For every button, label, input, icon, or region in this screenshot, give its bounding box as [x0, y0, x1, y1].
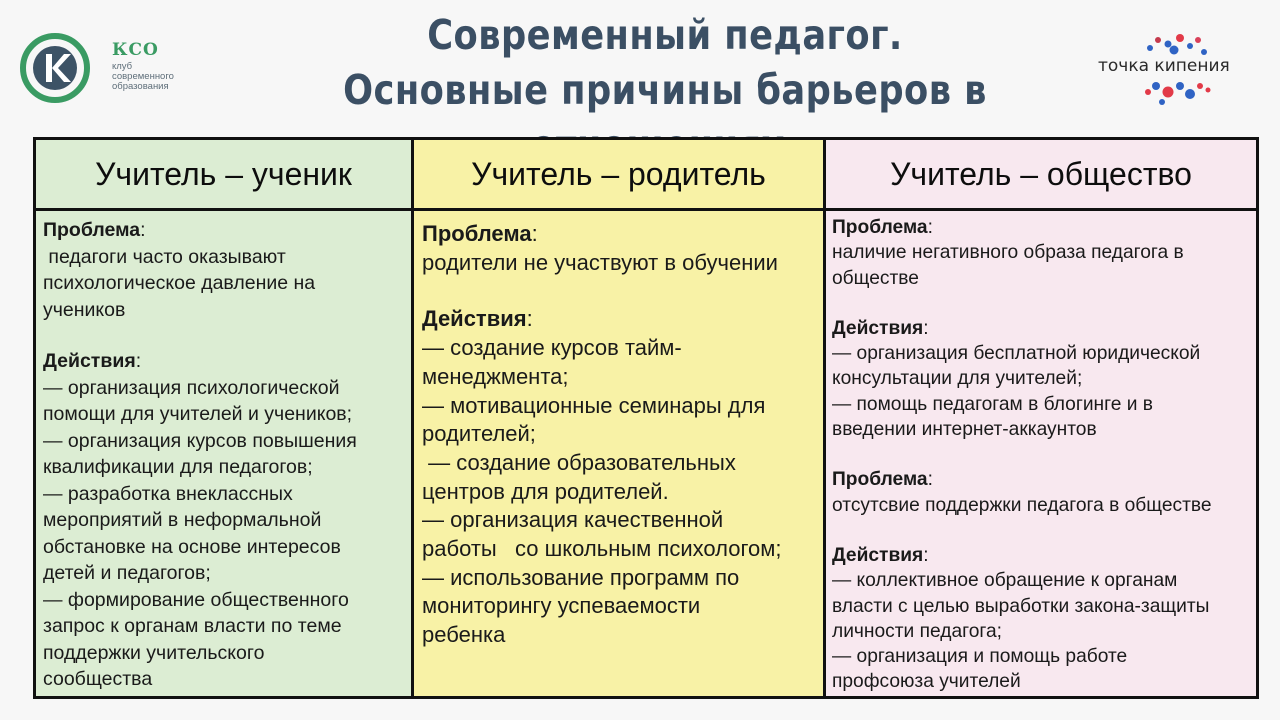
- text-line: детей и педагогов;: [43, 562, 211, 584]
- actions-block: [422, 305, 817, 649]
- column-teacher-society: [826, 140, 1256, 696]
- text-line: — мотивационные семинары для: [422, 392, 766, 418]
- text-line: поддержки учительского: [43, 641, 265, 664]
- actions-block: [832, 316, 1250, 442]
- column-header: Учитель – общество: [826, 140, 1256, 211]
- text-line: — организация качественной: [422, 507, 724, 533]
- text-line: наличие негативного образа педагога в: [832, 242, 1184, 264]
- text-line: профсоюза учителей: [832, 671, 1021, 693]
- text-line: квалификации для педагогов;: [43, 456, 313, 478]
- text-line: — формирование общественного: [43, 588, 349, 611]
- kso-logo-icon: [20, 32, 100, 104]
- column-body: [36, 211, 411, 693]
- text-line: личности педагога;: [832, 620, 1002, 642]
- kso-logo-name: КСО: [112, 40, 159, 60]
- text-line: педагоги часто оказывают: [43, 245, 286, 268]
- actions-block: [832, 543, 1250, 695]
- text-line: — создание курсов тайм-: [422, 335, 682, 361]
- block-label: Проблема:: [832, 217, 933, 238]
- tochka-kipeniya-name: точка кипения: [1098, 56, 1230, 76]
- text-line: обществе: [832, 267, 919, 289]
- kso-logo: [20, 32, 200, 104]
- text-line: — организация курсов повышения: [43, 429, 357, 452]
- barriers-table: [33, 137, 1259, 699]
- text-line: введении интернет-аккаунтов: [832, 419, 1097, 441]
- block-label: Действия:: [832, 317, 929, 339]
- text-line: — разработка внеклассных: [43, 482, 293, 505]
- problem-block: [832, 215, 1250, 291]
- text-line: запрос к органам власти по теме: [43, 615, 342, 637]
- column-header: Учитель – родитель: [414, 140, 823, 211]
- block-label: Действия:: [832, 544, 929, 566]
- text-line: менеджмента;: [422, 363, 569, 389]
- text-line: центров для родителей.: [422, 478, 669, 504]
- text-line: отсутсвие поддержки педагога в обществе: [832, 494, 1212, 516]
- text-line: помощи для учителей и учеников;: [43, 403, 353, 425]
- text-line: мониторингу успеваемости: [422, 593, 701, 619]
- text-line: родителей;: [422, 421, 536, 447]
- text-line: — помощь педагогам в блогинге и в: [832, 393, 1153, 415]
- column-teacher-student: [36, 140, 414, 696]
- tochka-kipeniya-logo: [1092, 30, 1262, 110]
- text-line: власти с целью выработки закона-защиты: [832, 595, 1210, 617]
- problem-block: [43, 217, 405, 323]
- text-line: сообщества: [43, 668, 153, 690]
- column-body: [414, 211, 823, 650]
- column-header: Учитель – ученик: [36, 140, 411, 211]
- text-line: психологическое давление на: [43, 272, 316, 294]
- text-line: — организация бесплатной юридической: [832, 343, 1201, 365]
- block-label: Проблема:: [422, 221, 538, 246]
- text-line: работы со школьным психологом;: [422, 536, 782, 562]
- text-line: учеников: [43, 298, 126, 321]
- column-body: [826, 211, 1256, 695]
- text-line: родители не участвуют в обучении: [422, 249, 778, 275]
- block-label: Проблема:: [832, 469, 933, 491]
- text-line: обстановке на основе интересов: [43, 535, 341, 558]
- title-line-2: Основные причины барьеров в: [343, 66, 987, 114]
- column-teacher-parent: [414, 140, 826, 696]
- problem-block: [422, 220, 817, 277]
- text-line: — организация психологической: [43, 376, 340, 399]
- title-line-1: Современный педагог.: [427, 11, 903, 59]
- text-line: — организация и помощь работе: [832, 646, 1128, 668]
- text-line: консультации для учителей;: [832, 368, 1083, 390]
- text-line: мероприятий в неформальной: [43, 509, 322, 531]
- text-line: — коллективное обращение к органам: [832, 570, 1178, 592]
- problem-block: [832, 467, 1250, 518]
- actions-block: [43, 348, 405, 693]
- block-label: Действия:: [43, 350, 142, 372]
- text-line: ребенка: [422, 622, 506, 648]
- kso-logo-subtitle: клуб современного образования: [112, 61, 174, 92]
- block-label: Действия:: [422, 306, 533, 332]
- block-label: Проблема:: [43, 219, 146, 241]
- text-line: — использование программ по: [422, 564, 740, 590]
- text-line: — создание образовательных: [422, 449, 736, 475]
